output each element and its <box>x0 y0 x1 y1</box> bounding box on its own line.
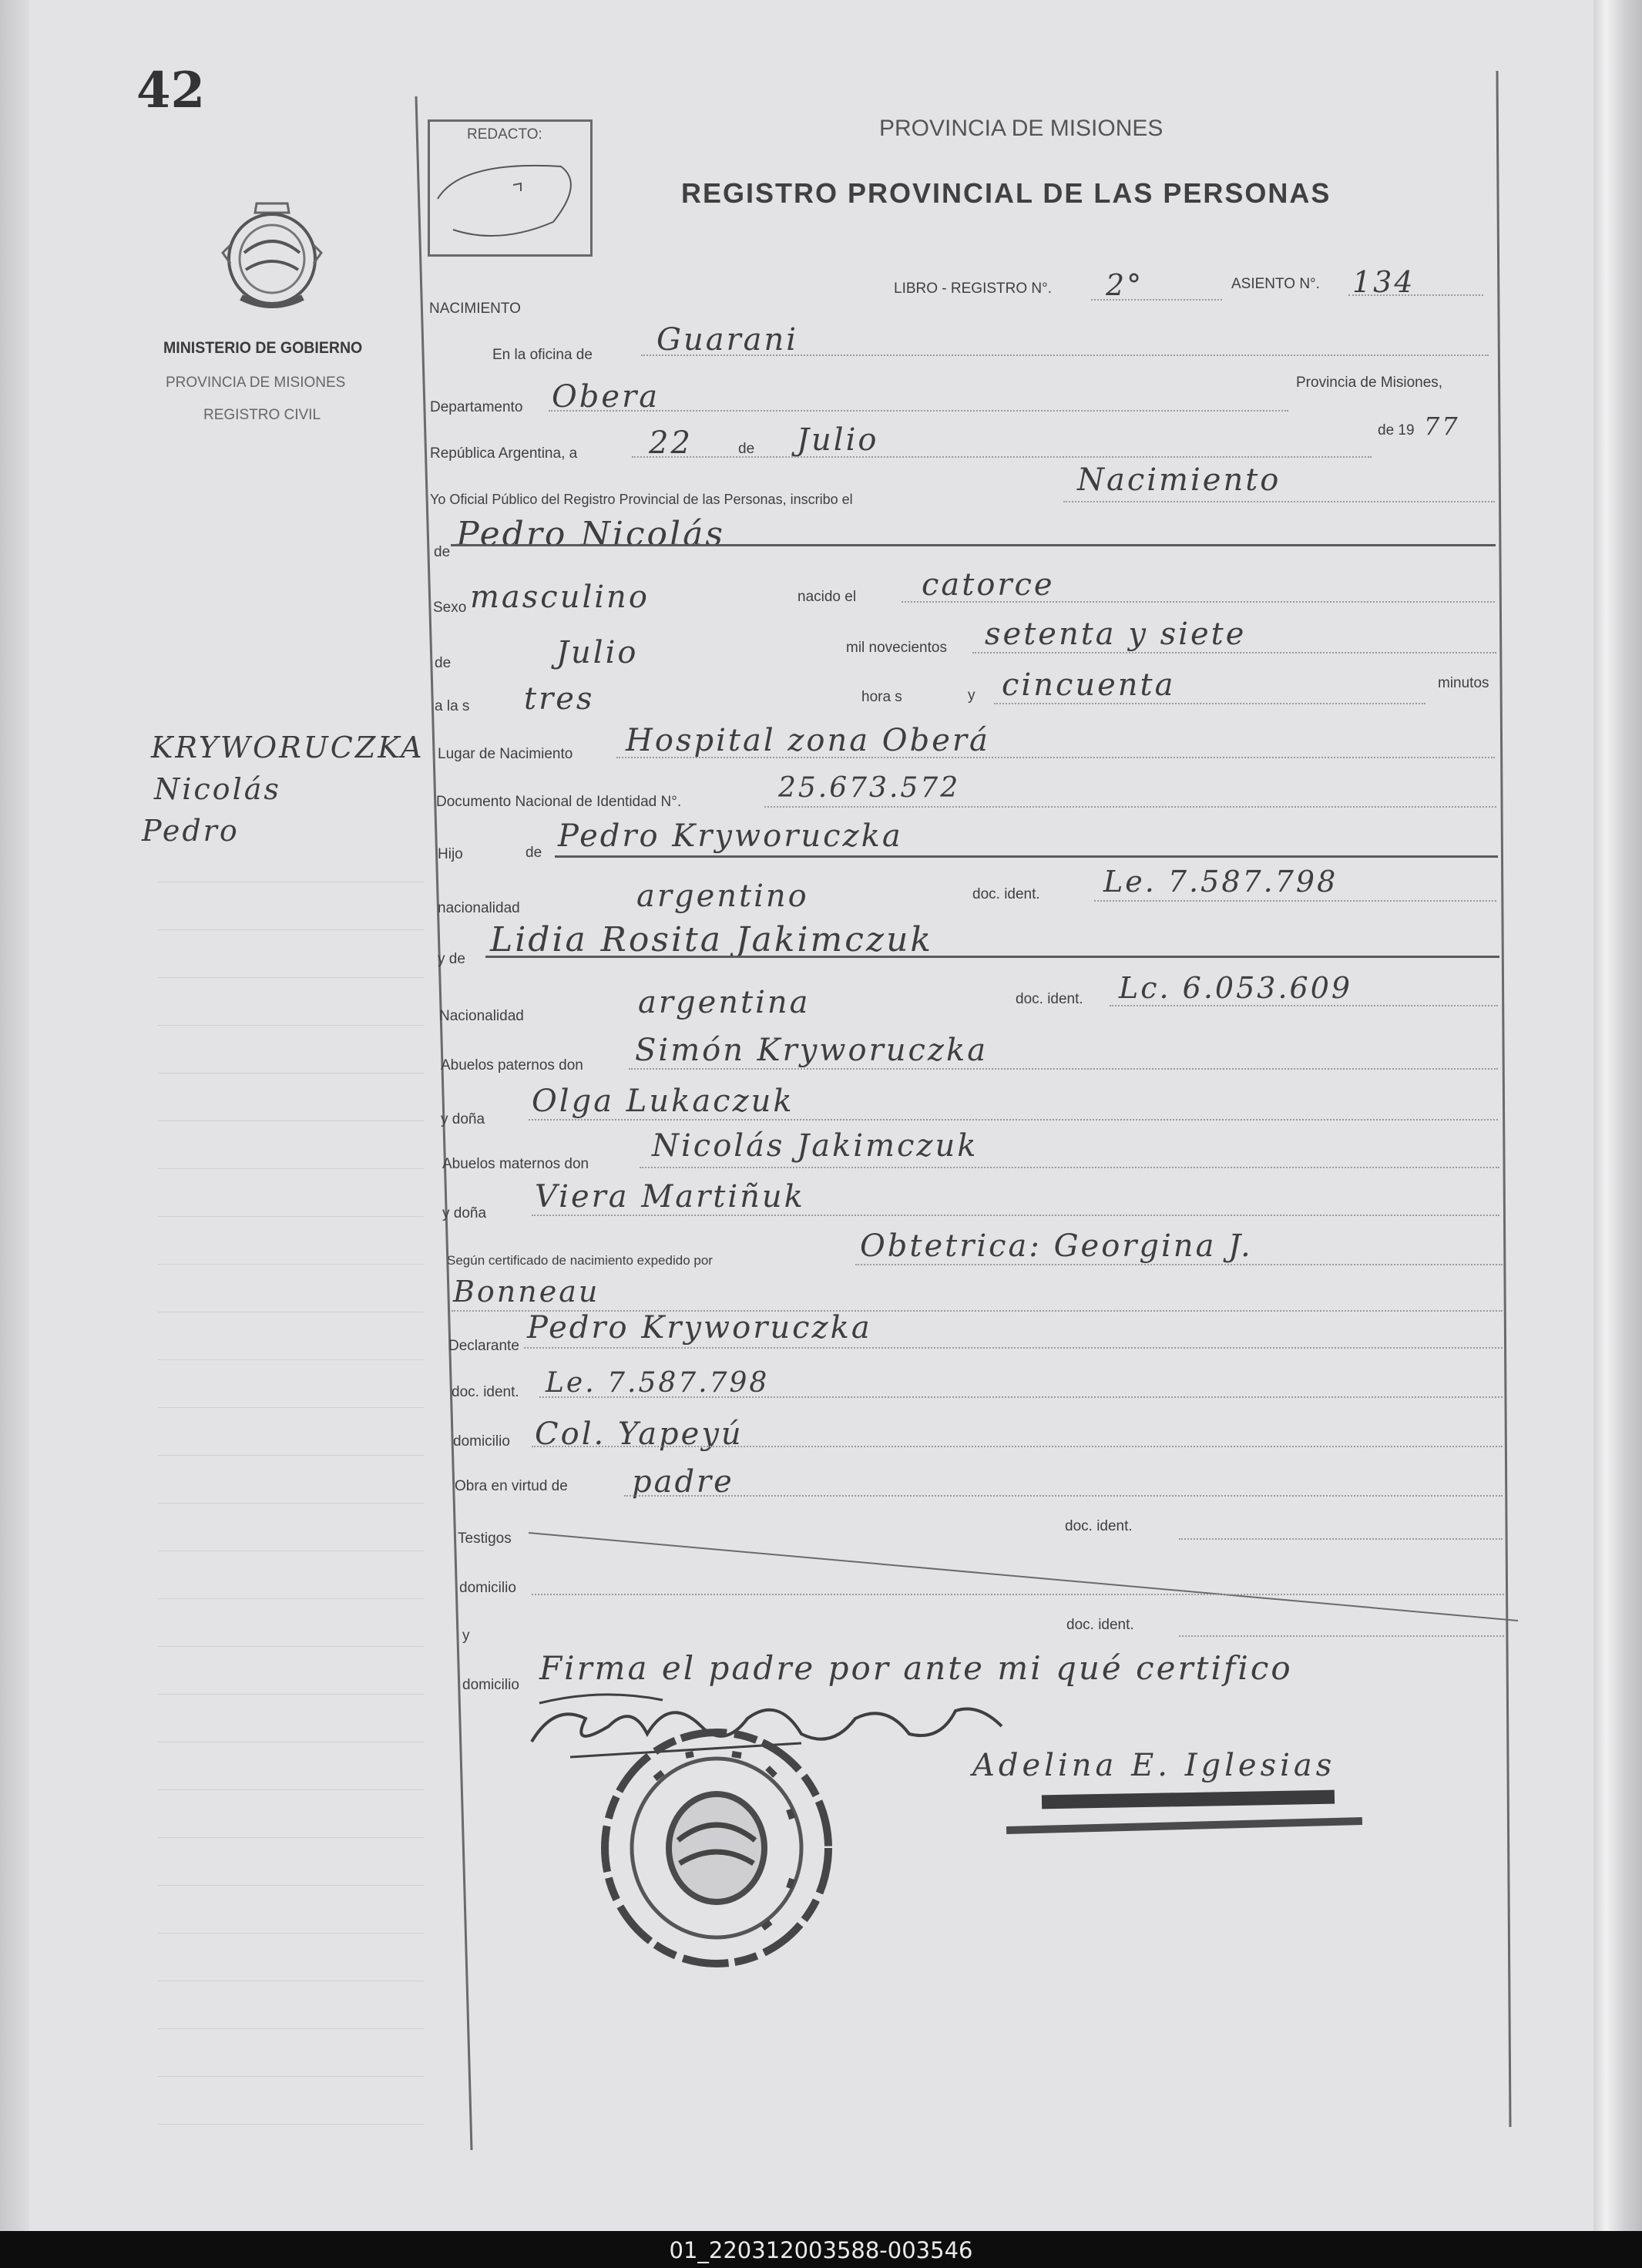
lugar-label: Lugar de Nacimiento <box>438 746 573 762</box>
anio-value: 77 <box>1424 412 1460 441</box>
de-nombre-label: de <box>434 544 451 560</box>
segun-value: Obtetrica: Georgina J. <box>860 1228 1253 1264</box>
alas-label: a la s <box>435 698 470 714</box>
declarante-value: Pedro Kryworuczka <box>527 1310 872 1346</box>
docident3-label: doc. ident. <box>452 1384 519 1400</box>
docident2-label: doc. ident. <box>1016 991 1083 1007</box>
declarante-label: Declarante <box>448 1338 519 1354</box>
segun-label: Según certificado de nacimiento expedido por <box>447 1253 713 1268</box>
header-title: REGISTRO PROVINCIAL DE LAS PERSONAS <box>681 177 1331 209</box>
lugar-value: Hospital zona Oberá <box>626 723 990 758</box>
libro-label: LIBRO - REGISTRO N°. <box>894 281 1053 297</box>
margin-note-name1: Nicolás <box>154 772 281 806</box>
y2-label: y <box>462 1628 470 1644</box>
nacionalidad1-label: nacionalidad <box>438 900 520 916</box>
madre-value: Lidia Rosita Jakimczuk <box>490 920 934 959</box>
mes-nac-label: de <box>435 655 452 671</box>
y-de-label: y de <box>438 951 465 967</box>
domicilio2-label: domicilio <box>459 1580 516 1596</box>
redacto-label: REDACTO: <box>467 126 542 143</box>
domicilio-value: Col. Yapeyú <box>535 1416 744 1452</box>
anio-label: de 19 <box>1378 422 1415 438</box>
oficial-label: Yo Oficial Público del Registro Provincial de las Personas, inscribo el <box>430 492 853 507</box>
coat-of-arms-icon <box>218 199 326 314</box>
anio-nac-value: setenta y siete <box>985 617 1247 652</box>
redacto-box <box>428 119 593 257</box>
margin-note-name2: Pedro <box>142 814 240 848</box>
padre-value: Pedro Kryworuczka <box>558 818 903 854</box>
asiento-label: ASIENTO N°. <box>1231 276 1320 292</box>
minutos-label: minutos <box>1438 675 1489 691</box>
sexo-label: Sexo <box>433 600 467 616</box>
republica-label: República Argentina, a <box>430 445 578 462</box>
province-label: PROVINCIA DE MISIONES <box>166 375 346 391</box>
obra-label: Obra en virtud de <box>455 1478 568 1494</box>
mil-label: mil novecientos <box>846 640 947 656</box>
redacto-scribble-icon <box>430 145 590 253</box>
dni-label: Documento Nacional de Identidad N°. <box>436 794 682 810</box>
nacionalidad1-value: argentino <box>636 879 809 914</box>
obra-value: padre <box>632 1464 734 1500</box>
inscribo-value: Nacimiento <box>1077 462 1281 498</box>
de-padre-label: de <box>526 845 542 861</box>
dia-value: 22 <box>649 425 693 461</box>
minutos-value: cincuenta <box>1002 667 1176 703</box>
docident1-value: Le. 7.587.798 <box>1103 865 1338 899</box>
docident3-value: Le. 7.587.798 <box>546 1367 770 1399</box>
header-province: PROVINCIA DE MISIONES <box>879 116 1164 141</box>
departamento-value: Obera <box>552 379 660 415</box>
page-number: 42 <box>136 62 206 119</box>
dona2-label: y doña <box>442 1205 487 1221</box>
docident2-value: Lc. 6.053.609 <box>1119 971 1353 1005</box>
mes-nac-value: Julio <box>556 635 639 670</box>
image-code: 01_220312003588-003546 <box>669 2237 973 2263</box>
domicilio3-label: domicilio <box>462 1677 519 1693</box>
abuela-pat-value: Olga Lukaczuk <box>532 1084 794 1119</box>
oficina-label: En la oficina de <box>492 347 593 363</box>
segun-value-2: Bonneau <box>453 1275 600 1309</box>
ministry-label: MINISTERIO DE GOBIERNO <box>163 339 363 357</box>
abuelos-pat-label: Abuelos paternos don <box>441 1057 583 1074</box>
hora-value: tres <box>524 681 595 717</box>
abuelos-mat-label: Abuelos maternos don <box>442 1156 589 1172</box>
testigos-label: Testigos <box>458 1530 512 1547</box>
provincia-label: Provincia de Misiones, <box>1296 375 1443 391</box>
abuela-mat-value: Viera Martiñuk <box>535 1179 805 1215</box>
docident4-label: doc. ident. <box>1065 1518 1133 1534</box>
docident1-label: doc. ident. <box>972 886 1040 902</box>
act-type-label: NACIMIENTO <box>429 301 521 317</box>
y-label: y <box>968 687 975 704</box>
libro-value: 2° <box>1106 268 1144 302</box>
abuelo-pat-value: Simón Kryworuczka <box>635 1033 989 1068</box>
footer-bar <box>0 2231 1642 2268</box>
nacionalidad2-value: argentina <box>638 985 811 1020</box>
de-label: de <box>738 441 755 457</box>
official-seal-icon <box>593 1725 840 1971</box>
official-signature: Adelina E. Iglesias <box>972 1748 1336 1783</box>
abuelo-mat-value: Nicolás Jakimczuk <box>652 1128 979 1164</box>
asiento-value: 134 <box>1352 265 1415 299</box>
nacido-value: catorce <box>922 567 1055 603</box>
margin-note-surname: KRYWORUCZKA <box>151 731 425 764</box>
docident5-label: doc. ident. <box>1066 1617 1134 1633</box>
dni-value: 25.673.572 <box>778 772 961 804</box>
hijo-label: Hijo <box>438 846 463 862</box>
nacido-label: nacido el <box>797 589 857 605</box>
horas-label: hora s <box>861 689 902 705</box>
oficina-value: Guarani <box>656 322 799 358</box>
domicilio-label: domicilio <box>453 1433 510 1450</box>
dona1-label: y doña <box>441 1111 485 1127</box>
mes-value: Julio <box>797 422 879 458</box>
departamento-label: Departamento <box>430 399 523 415</box>
final-statement: Firma el padre por ante mi qué certifico <box>539 1649 1293 1687</box>
sexo-value: masculino <box>470 580 650 615</box>
nombre-value: Pedro Nicolás <box>456 515 725 554</box>
registry-label: REGISTRO CIVIL <box>203 407 321 423</box>
nacionalidad2-label: Nacionalidad <box>439 1008 524 1024</box>
